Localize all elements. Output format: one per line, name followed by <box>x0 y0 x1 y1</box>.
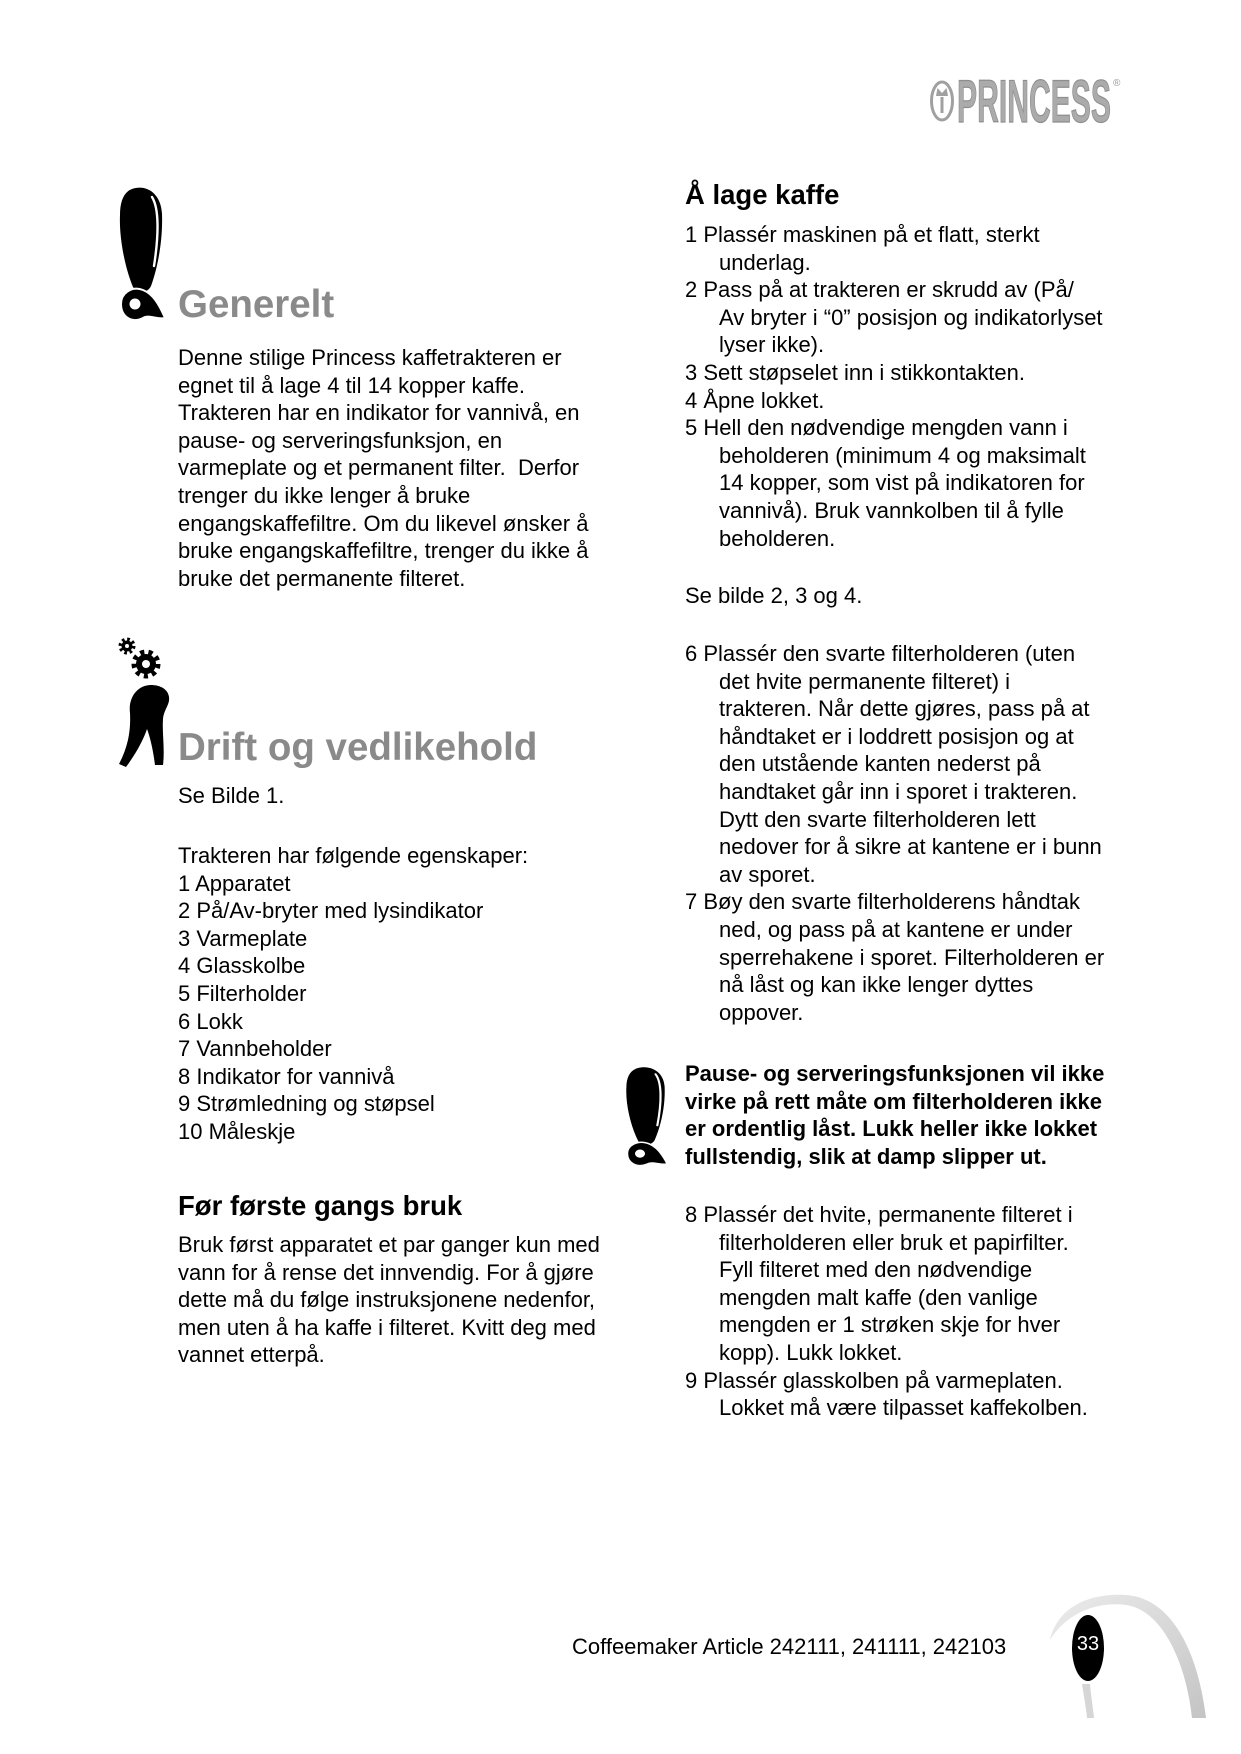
feature-item: 1 Apparatet <box>178 870 291 896</box>
person-body <box>119 685 169 767</box>
emblem-stem <box>941 97 944 113</box>
feature-item: 7 Vannbeholder <box>178 1036 332 1062</box>
small-gear-icon <box>121 640 134 653</box>
steps-list-1-5 <box>685 221 1103 552</box>
features-list <box>178 842 528 1146</box>
section-heading-generelt: Generelt <box>178 283 335 326</box>
emblem-crown <box>936 88 948 96</box>
step-7: 7 Bøy den svarte filterholderens håndtak ned, og pass på at kantene er under sperrehakene i sporet. Filterholderen er nå låst og kan ikke lenger dyttes oppover. <box>685 889 1105 1025</box>
exclamation-dot <box>121 289 165 320</box>
feature-item: 6 Lokk <box>178 1008 243 1034</box>
feature-item: 10 Måleskje <box>178 1118 296 1144</box>
footer-article-numbers: Coffeemaker Article 242111, 241111, 242103 <box>572 1634 1007 1659</box>
section-heading-make-coffee: Å lage kaffe <box>685 179 840 210</box>
general-description: Denne stilige Princess kaffetrakteren er egnet til å lage 4 til 14 kopper kaffe. Trakteren har en indikator for vannivå, en pause- og serveringsfunksjon, en varmeplate og et permanent filter. Derfor trenger du ikke lenger å bruke engangskaffefiltre. Om du likevel ønsker å bruke engangskaffefiltre, trenger du ikke å bruke det permanente filteret. <box>178 345 589 591</box>
logo-wordmark: PRINCESS <box>957 70 1111 130</box>
small-gear-hole <box>125 644 129 648</box>
step-5: 5 Hell den nødvendige mengden vann i beholderen (minimum 4 og maksimalt 14 kopper, som vist på indikatoren for vannivå). Bruk vannkolben til å fylle beholderen. <box>685 415 1086 551</box>
warning-exclamation-icon <box>620 1066 671 1167</box>
page-number-badge <box>1072 1615 1104 1681</box>
warning-exclamation-icon <box>113 186 169 322</box>
arc-left-leg <box>1082 1684 1094 1718</box>
page-number: 33 <box>1076 1633 1100 1655</box>
exclamation-dot-hole <box>635 1150 645 1158</box>
section-heading-drift-og-vedlikehold: Drift og vedlikehold <box>178 726 538 769</box>
large-gear-icon <box>134 652 158 676</box>
see-figure-1: Se Bilde 1. <box>178 783 285 808</box>
feature-item: 5 Filterholder <box>178 980 307 1006</box>
gear-person-icon <box>118 637 172 767</box>
exclamation-dot <box>627 1142 667 1165</box>
step-8: 8 Plassér det hvite, permanente filteret i filterholderen eller bruk et papirfilter. Fyll filteret med den nødvendige mengden malt kaffe (den vanlige mengden er 1 strøken skje for hver kopp). Lukk lokket. <box>685 1202 1073 1365</box>
see-figures-2-3-4: Se bilde 2, 3 og 4. <box>685 583 863 608</box>
feature-item: 4 Glasskolbe <box>178 953 306 979</box>
features-intro: Trakteren har følgende egenskaper: <box>178 843 529 868</box>
step-2: 2 Pass på at trakteren er skrudd av (På/ Av bryter i “0” posisjon og indikatorlyset lyser ikke). <box>685 277 1103 358</box>
first-use-instructions: Bruk først apparatet et par ganger kun med vann for å rense det innvendig. For å gjøre dette må du følge instruksjonene nedenfor, men uten å ha kaffe i filteret. Kvitt deg med vannet etterpå. <box>178 1232 600 1368</box>
logo-registered-mark: ® <box>1113 78 1121 89</box>
feature-item: 2 På/Av-bryter med lysindikator <box>178 898 484 924</box>
feature-item: 8 Indikator for vannivå <box>178 1063 395 1089</box>
crown-emblem-icon <box>932 82 953 120</box>
step-9: 9 Plassér glasskolben på varmeplaten. Lokket må være tilpasset kaffekolben. <box>685 1367 1088 1421</box>
feature-item: 9 Strømledning og støpsel <box>178 1091 435 1117</box>
step-6: 6 Plassér den svarte filterholderen (uten det hvite permanente filteret) i trakteren. Når dette gjøres, pass på at håndtaket er i loddrett posisjon og at den utstående kanten nederst på handtaket går inn i sporet i trakteren. Dytt den svarte filterholderen lett nedover for å sikre at kantene er i bunn av sporet. <box>685 641 1102 887</box>
step-1: 1 Plassér maskinen på et flatt, sterkt underlag. <box>685 222 1040 275</box>
warning-note: Pause- og serveringsfunksjonen vil ikke virke på rett måte om filterholderen ikke er ordentlig låst. Lukk heller ikke lokket fullstendig, slik at damp slipper ut. <box>685 1061 1105 1169</box>
feature-item: 3 Varmeplate <box>178 925 308 951</box>
exclamation-dot-hole <box>130 299 141 310</box>
steps-list-6-7 <box>685 640 1104 1026</box>
large-gear-hole <box>142 660 150 668</box>
step-4: 4 Åpne lokket. <box>685 387 825 413</box>
footer-arc-decoration <box>1040 1585 1230 1725</box>
princess-logo <box>925 70 1125 130</box>
step-3: 3 Sett støpselet inn i stikkontakten. <box>685 359 1025 385</box>
section-heading-first-use: Før første gangs bruk <box>178 1190 463 1221</box>
steps-list-8-9 <box>685 1201 1088 1422</box>
